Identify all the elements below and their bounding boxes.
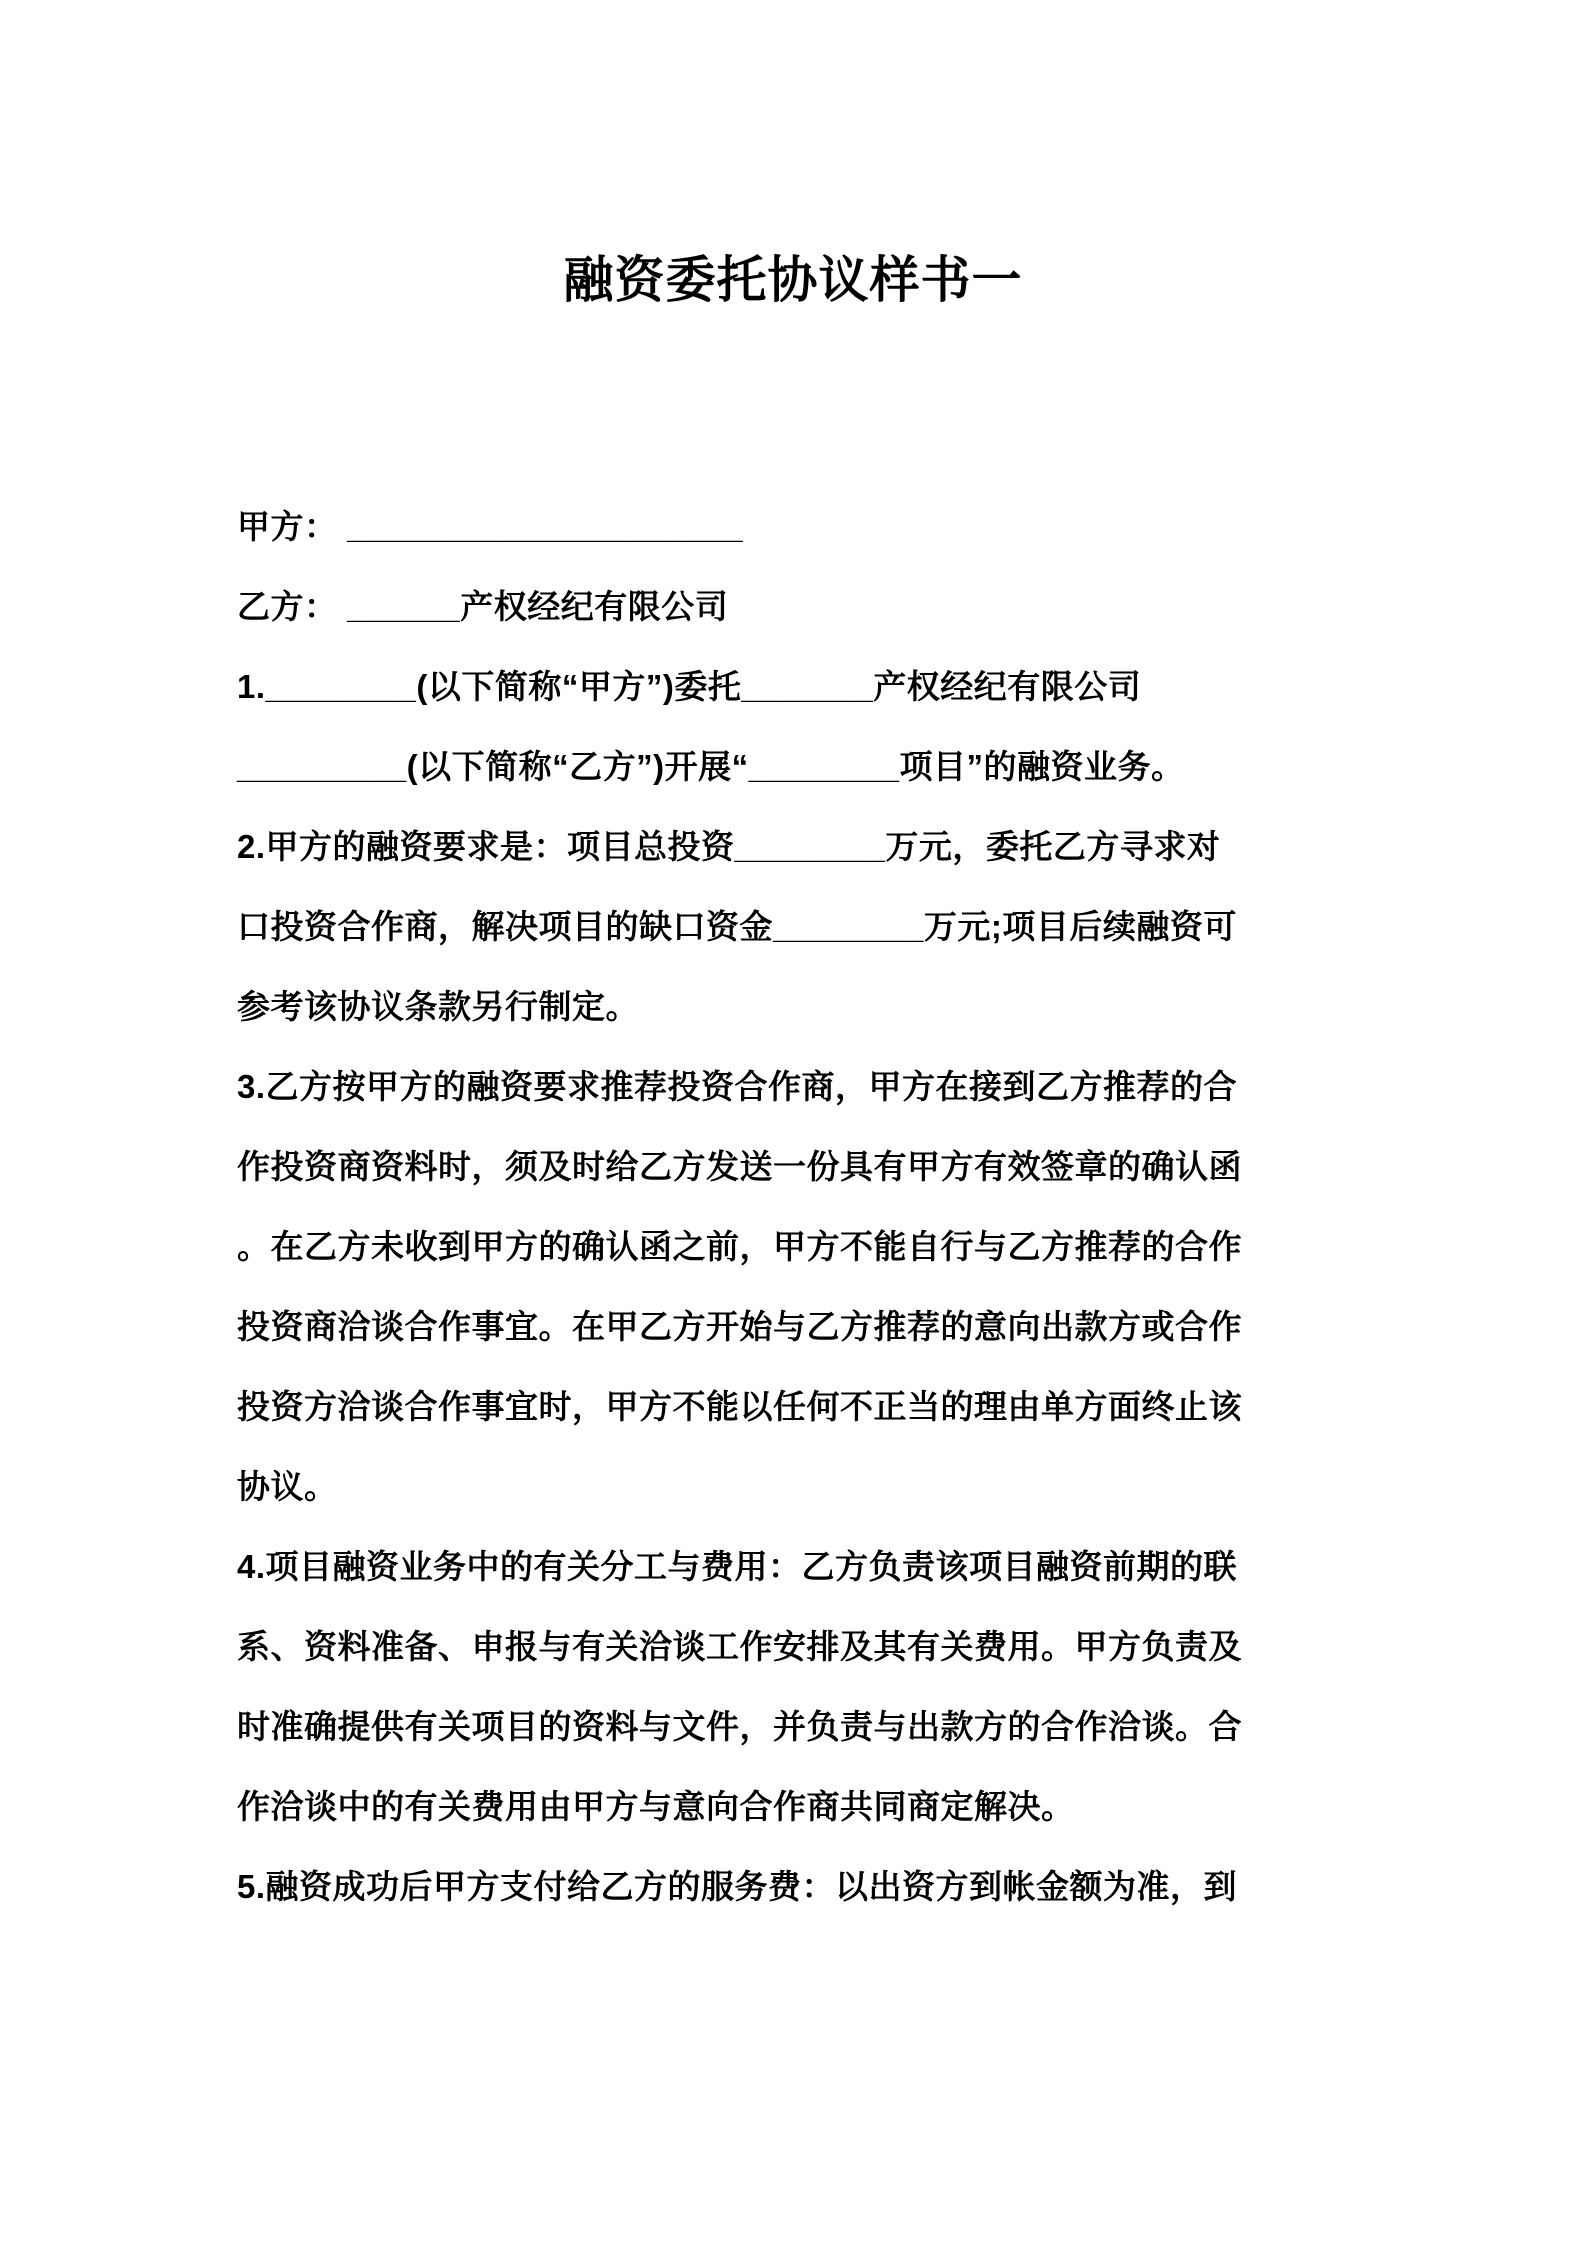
clause-3-line-4: 投资商洽谈合作事宜。在甲乙方开始与乙方推荐的意向出款方或合作 (237, 1308, 1242, 1345)
clause-4-line-3: 时准确提供有关项目的资料与文件，并负责与出款方的合作洽谈。合 (237, 1708, 1242, 1745)
clause-3-line-6: 协议。 (237, 1468, 338, 1505)
clause-3-line-2: 作投资商资料时，须及时给乙方发送一份具有甲方有效签章的确认函 (237, 1148, 1242, 1185)
clause-1-line-1: 1.________(以下简称“甲方”)委托_______产权经纪有限公司 (237, 668, 1142, 705)
clause-4-line-1: 4.项目融资业务中的有关分工与费用：乙方负责该项目融资前期的联 (237, 1548, 1238, 1585)
clause-2-line-3: 参考该协议条款另行制定。 (237, 988, 639, 1025)
clause-3-line-1: 3.乙方按甲方的融资要求推荐投资合作商，甲方在接到乙方推荐的合 (237, 1068, 1238, 1105)
clause-3-line-5: 投资方洽谈合作事宜时，甲方不能以任何不正当的理由单方面终止该 (237, 1388, 1242, 1425)
clause-4-line-4: 作洽谈中的有关费用由甲方与意向合作商共同商定解决。 (237, 1788, 1075, 1825)
clause-2-line-1: 2.甲方的融资要求是：项目总投资________万元，委托乙方寻求对 (237, 828, 1221, 865)
party-b-line: 乙方： ______产权经纪有限公司 (237, 588, 729, 625)
clause-1-line-2: _________(以下简称“乙方”)开展“________项目”的融资业务。 (237, 748, 1185, 785)
clause-2-line-2: 口投资合作商，解决项目的缺口资金________万元;项目后续融资可 (237, 908, 1237, 945)
clause-5-line-1: 5.融资成功后甲方支付给乙方的服务费：以出资方到帐金额为准，到 (237, 1868, 1238, 1905)
document-body (0, 487, 1586, 1927)
document-title: 融资委托协议样书一 (563, 252, 1023, 308)
clause-3-line-3: 。在乙方未收到甲方的确认函之前，甲方不能自行与乙方推荐的合作 (237, 1228, 1242, 1265)
clause-4-line-2: 系、资料准备、申报与有关洽谈工作安排及其有关费用。甲方负责及 (237, 1628, 1242, 1665)
party-a-line: 甲方： _____________________ (237, 508, 744, 545)
